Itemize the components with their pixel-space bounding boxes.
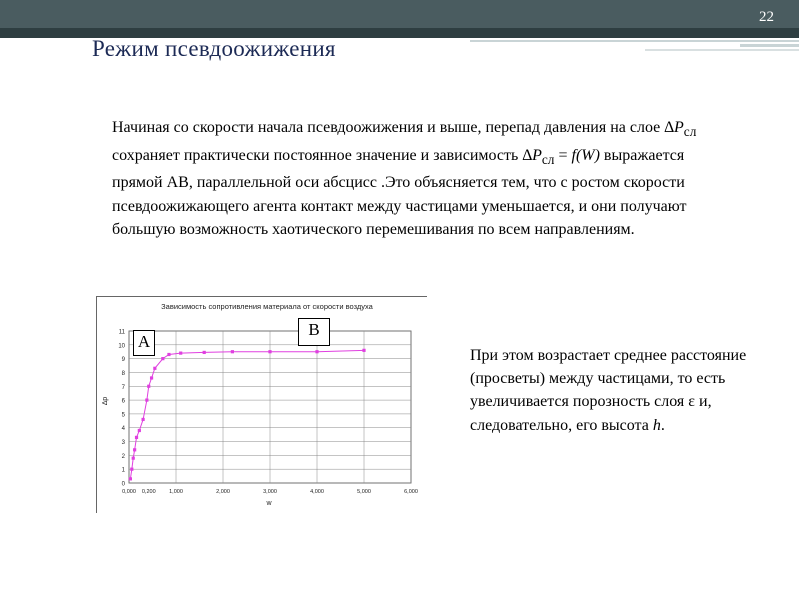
data-point <box>132 457 135 460</box>
x-tick-label: 6,000 <box>404 489 418 495</box>
data-point <box>138 429 141 432</box>
data-point <box>135 436 138 439</box>
slide-title: Режим псевдоожижения <box>92 36 336 61</box>
data-point <box>161 357 164 360</box>
y-tick-label: 8 <box>121 370 125 377</box>
function-symbol: f <box>571 146 576 164</box>
data-point <box>142 418 145 421</box>
chart-ticks <box>118 330 418 496</box>
x-tick-label: 3,000 <box>263 489 277 495</box>
paragraph-text: выражается прямой АВ, параллельной оси абсцисс .Это объясняется тем, что с ростом скорости псевдоожижающего агента контакт между частицами уменьшается, и они получают большую возможность хаотического перемешивания по всем направлениям. <box>112 146 687 238</box>
paragraph-text: сохраняет практически постоянное значение и зависимость <box>112 146 523 164</box>
decorative-rule <box>645 49 799 51</box>
side-paragraph <box>470 344 790 437</box>
delta-p-symbol: ∆P <box>664 119 684 136</box>
y-tick-label: 6 <box>121 398 125 405</box>
series-line <box>130 350 364 479</box>
data-point <box>153 367 156 370</box>
data-point <box>133 448 136 451</box>
paragraph-text: Начиная со скорости начала псевдоожижения и выше, перепад давления на слое <box>112 119 665 136</box>
data-point <box>129 477 132 480</box>
x-tick-label: 0,000 <box>122 489 136 495</box>
y-axis-label: ∆p <box>102 396 109 405</box>
y-tick-label: 4 <box>121 426 125 433</box>
y-tick-label: 10 <box>118 343 125 350</box>
x-tick-label: 0,200 <box>141 489 156 495</box>
data-point <box>167 353 170 356</box>
main-paragraph <box>112 116 712 241</box>
x-tick-label: 1,000 <box>169 489 183 495</box>
page-number: 22 <box>759 9 774 25</box>
data-point <box>203 351 206 354</box>
velocity-symbol: (W) <box>575 146 600 164</box>
y-tick-label: 0 <box>121 481 125 488</box>
y-tick-label: 3 <box>121 440 125 447</box>
header-bar <box>0 0 799 28</box>
data-point <box>150 376 153 379</box>
y-tick-label: 7 <box>121 384 125 391</box>
decorative-rule <box>740 44 799 47</box>
data-point <box>362 349 365 352</box>
point-a-label: A <box>133 330 155 356</box>
height-symbol: h <box>652 416 661 434</box>
chart <box>96 296 427 513</box>
chart-series <box>129 349 366 481</box>
data-point <box>145 398 148 401</box>
data-point <box>179 352 182 355</box>
y-tick-label: 2 <box>121 453 125 460</box>
data-point <box>147 385 150 388</box>
y-tick-label: 1 <box>121 467 125 474</box>
decorative-rule <box>470 40 799 42</box>
delta-p-subscript: сл <box>683 124 697 140</box>
x-tick-label: 5,000 <box>357 489 371 495</box>
side-paragraph-end: . <box>660 416 665 434</box>
data-point <box>231 350 234 353</box>
data-point <box>130 468 133 471</box>
data-point <box>315 350 318 353</box>
equation-sign: = <box>554 146 572 164</box>
y-tick-label: 11 <box>118 329 125 336</box>
x-tick-label: 2,000 <box>216 489 230 495</box>
x-tick-label: 4,000 <box>310 489 324 495</box>
delta-p-symbol: ∆P <box>522 146 542 164</box>
chart-title: Зависимость сопротивления материала от скорости воздуха <box>161 302 373 311</box>
data-point <box>268 350 271 353</box>
y-tick-label: 5 <box>121 412 125 419</box>
delta-p-subscript: сл <box>541 151 555 167</box>
y-tick-label: 9 <box>121 357 125 364</box>
side-paragraph-text: При этом возрастает среднее расстояние (просветы) между частицами, то есть увеличивается порозность слоя ε и, следовательно, его высота <box>470 347 747 434</box>
x-axis-label: w <box>266 500 272 507</box>
point-b-label: B <box>298 318 330 346</box>
